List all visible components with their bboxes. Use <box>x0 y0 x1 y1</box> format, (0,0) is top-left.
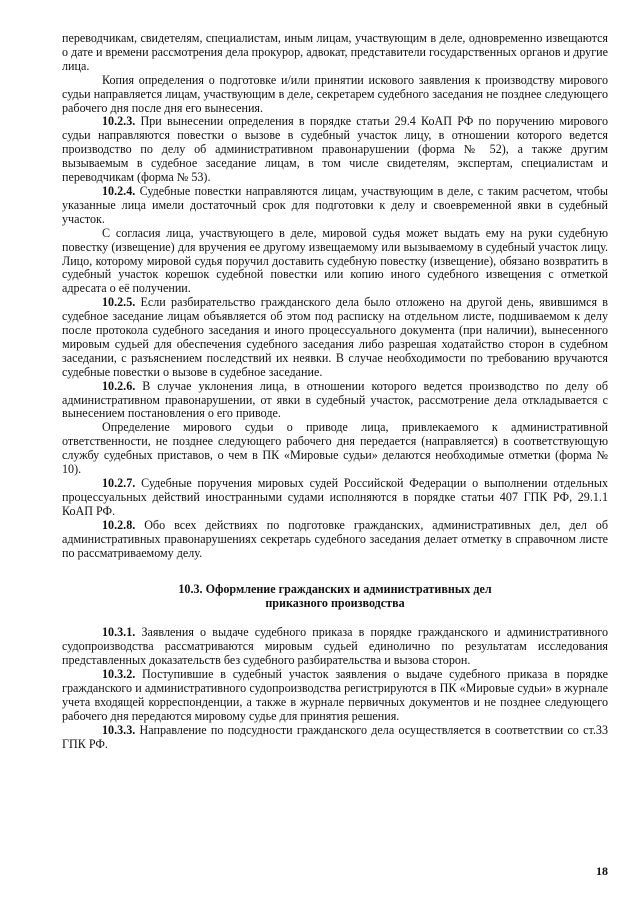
section-heading-line2: приказного производства <box>265 596 405 611</box>
paragraph-text: Направление по подсудности гражданского дела осуществляется в соответствии со ст.33 ГПК РФ. <box>62 722 608 751</box>
paragraphs-after <box>62 626 608 751</box>
paragraph <box>62 626 608 668</box>
paragraph-text: Судебные поручения мировых судей Российской Федерации о выполнении отдельных процессуальных действий иностранными судами исполняются в порядке статьи 407 ГПК РФ, 29.1.1 КоАП РФ. <box>62 476 608 518</box>
page-number: 18 <box>596 864 608 878</box>
clause-number: 10.2.5. <box>102 295 136 310</box>
paragraph-text: Обо всех действиях по подготовке гражданских, административных дел, дел об административных правонарушениях секретарь судебного заседания делает отметку в справочном листе по рассматриваемому делу. <box>62 517 609 560</box>
paragraph-text: переводчикам, свидетелям, специалистам, иным лицам, участвующим в деле, одновременно извещаются о дате и времени рассмотрения дела прокурор, адвокат, представители государственных органов и другие лица. <box>62 31 608 73</box>
section-heading <box>62 582 608 610</box>
clause-number: 10.2.7. <box>102 476 136 490</box>
paragraph <box>62 74 608 116</box>
paragraph-text: Копия определения о подготовке и/или принятии искового заявления к производству мирового судьи направляется лицам, участвующим в деле, секретарем судебного заседания не позднее следующего рабочего дня после дня его вынесения. <box>62 72 608 115</box>
clause-number: 10.2.8. <box>102 517 136 532</box>
paragraph <box>62 227 608 297</box>
paragraph <box>62 115 608 185</box>
paragraph-text: В случае уклонения лица, в отношении которого ведется производство по делу об административном правонарушении, от явки в судебный участок, рассмотрение дела откладывается с вынесением постановления о его приводе. <box>62 378 608 421</box>
paragraph <box>62 519 608 561</box>
paragraph-text: Определение мирового судьи о приводе лица, привлекаемого к административной ответственности, не позднее следующего рабочего дня передается (направляется) в соответствующую службу судебных приставов, о чем в ПК «Мировые судьи» делаются необходимые отметки (форма № 10). <box>62 420 608 477</box>
paragraph <box>62 668 608 724</box>
paragraphs-before <box>62 32 608 560</box>
paragraph <box>62 32 608 74</box>
paragraph <box>62 185 608 227</box>
paragraph <box>62 380 608 422</box>
clause-number: 10.3.3. <box>102 722 136 737</box>
paragraph-text: С согласия лица, участвующего в деле, мировой судья может выдать ему на руки судебную повестку (извещение) для вручения ее другому извещаемому или вызываемому в судебный участок лицу. Лицо, которому мировой судья поручил доставить судебную повестку (извещение), обязано возвратить в судебный участок корешок судебной повестки или копию иного судебного извещения с отметкой адресата о её получении. <box>62 225 608 296</box>
clause-number: 10.2.3. <box>102 114 136 129</box>
paragraph-text: Поступившие в судебный участок заявления о выдаче судебного приказа в порядке гражданского и административного судопроизводства регистрируются в ПК «Мировые судьи» в журнале учета входящей корреспонденции, а также в журнале первичных документов и не позднее следующего рабочего дня передаются мировому судье для принятия решения. <box>62 667 608 723</box>
paragraph <box>62 724 608 752</box>
paragraph-text: Заявления о выдаче судебного приказа в порядке гражданского и административного судопроизводства рассматриваются мировым судьей единолично по результатам исследования представленных доказательств без судебного разбирательства и вызова сторон. <box>62 625 608 668</box>
paragraph-text: Судебные повестки направляются лицам, участвующим в деле, с таким расчетом, чтобы указанные лица имели достаточный срок для подготовки к делу и своевременной явки в судебный участок. <box>62 183 608 226</box>
paragraph-text: Если разбирательство гражданского дела было отложено на другой день, явившимся в судебное заседание лицам объявляется об этом под расписку на отдельном листе, подшиваемом к делу после протокола судебного заседания и иного процессуального документа (при наличии), вынесенного мировым судьей для обеспечения судебного заседания либо разрешая ходатайство сторон в судебном заседании, с разъяснением последствий их неявки. В случае необходимости по требованию вручаются судебные повестки о вызове в судебное заседание. <box>62 295 608 379</box>
clause-number: 10.3.1. <box>102 625 136 640</box>
paragraph <box>62 477 608 519</box>
paragraph-text: При вынесении определения в порядке статьи 29.4 КоАП РФ по поручению мирового судьи направляются повестки о вызове в судебный участок лицу, в отношении которого ведется производство по делу об административном правонарушении (форма № 52), а также другим вызываемым в судебное заседание лицам, в том числе свидетелям, экспертам, специалистам и переводчикам (форма № 53). <box>62 114 608 185</box>
section-heading-line1: 10.3. Оформление гражданских и административных дел <box>178 582 492 597</box>
clause-number: 10.2.4. <box>102 183 136 198</box>
clause-number: 10.3.2. <box>102 667 136 682</box>
clause-number: 10.2.6. <box>102 378 136 393</box>
paragraph <box>62 296 608 379</box>
paragraph <box>62 421 608 477</box>
